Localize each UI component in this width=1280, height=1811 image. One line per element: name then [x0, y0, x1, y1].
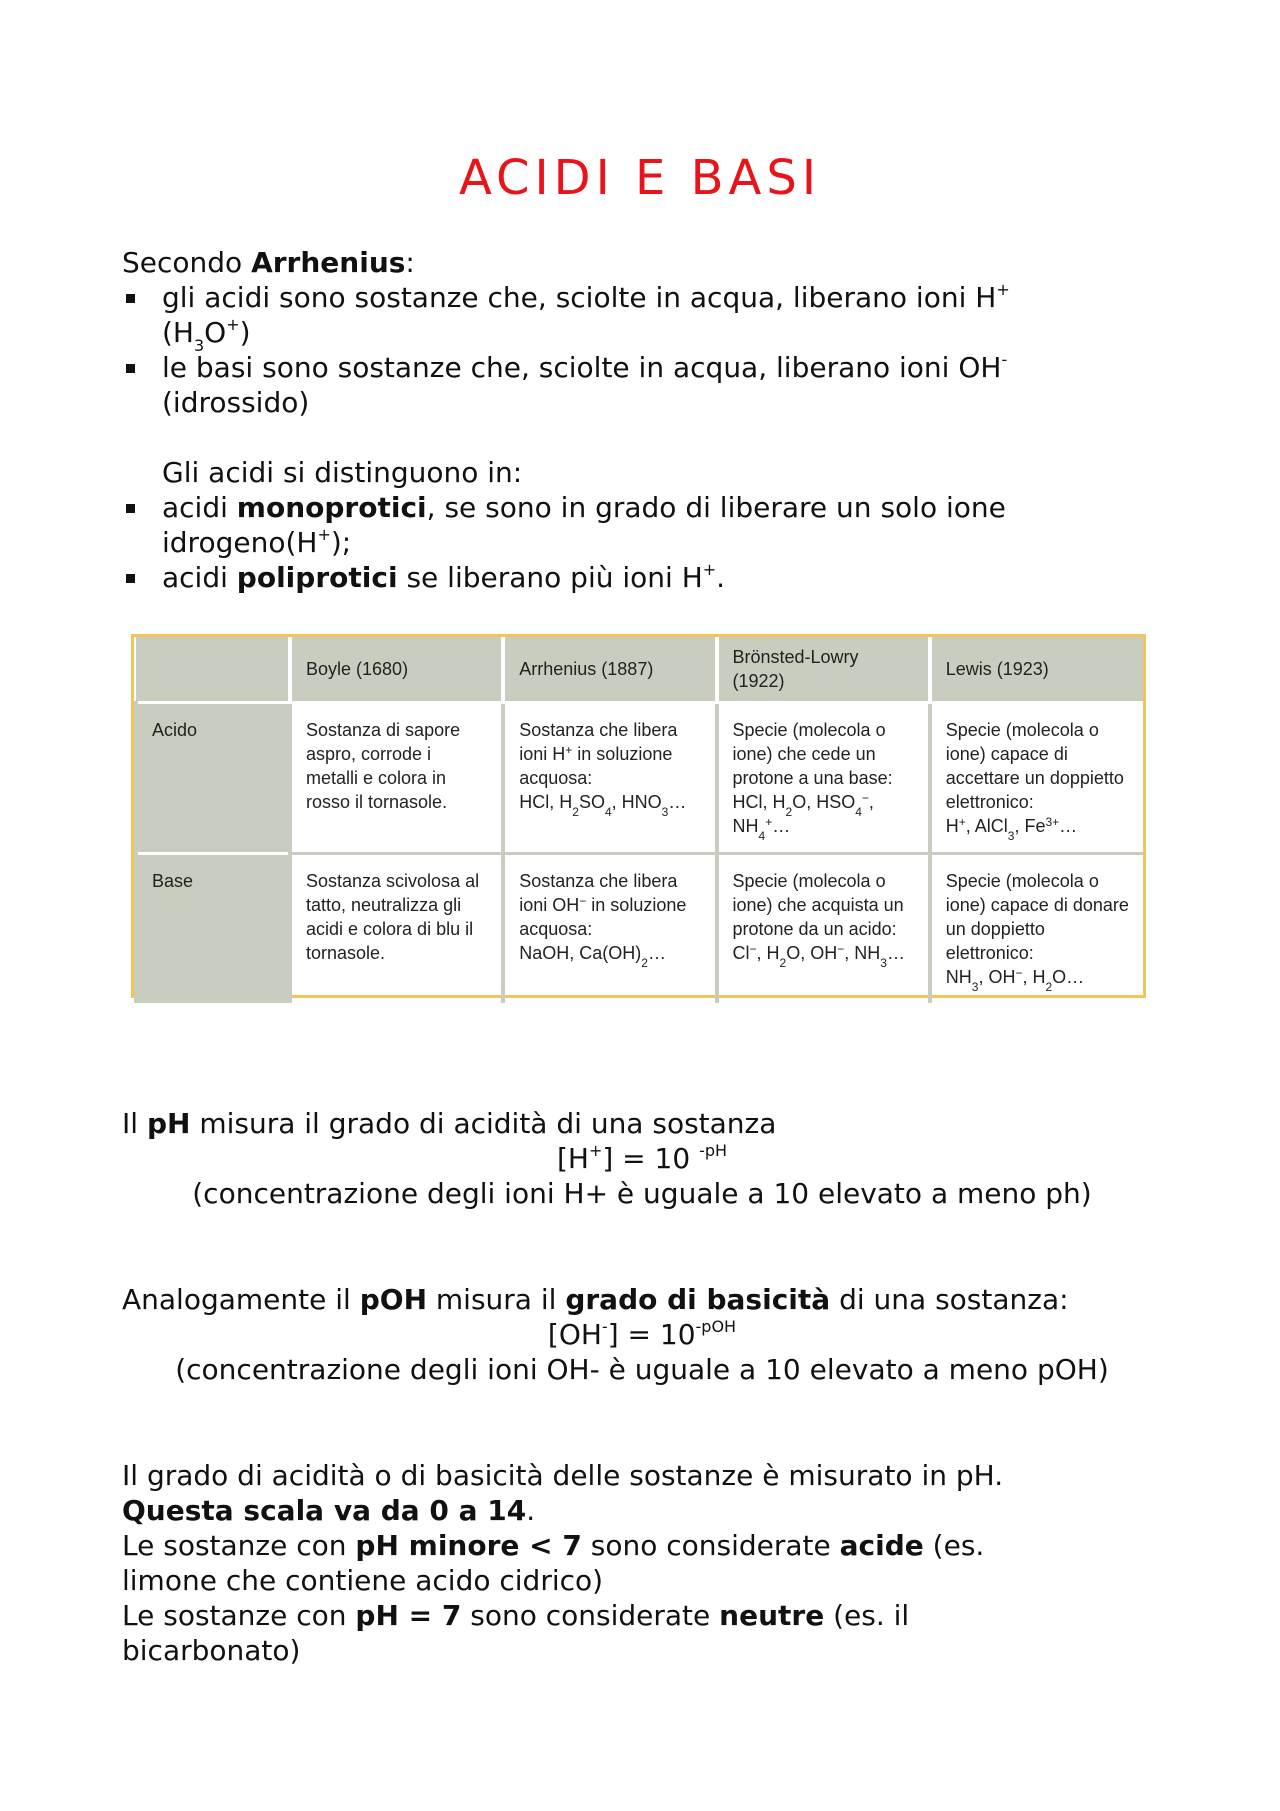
table-cell: Sostanza che libera ioni H+ in soluzione acquosa: HCl, $H_2SO_4$, $HNO_3\dots$	[503, 703, 716, 854]
ph-explanation: (concentrazione degli ioni H+ è uguale a 10 elevato a meno ph)	[192, 1177, 1092, 1210]
table-cell: Sostanza che libera ioni OH− in soluzione acquosa: NaOH, $Ca(OH)_2\dots$	[503, 854, 716, 1004]
column-header: Arrhenius (1887)	[503, 637, 716, 703]
list-item: le basi sono sostanze che, sciolte in acqua, liberano ioni OH- (idrossido)	[122, 350, 1162, 420]
table-header-row	[136, 637, 1143, 703]
neutral-substances: Le sostanze con pH = 7 sono considerate neutre (es. il	[122, 1599, 910, 1632]
acid-types-list	[122, 490, 1162, 595]
ph-formula: [H+] = 10 $^{-pH}$	[556, 1141, 728, 1175]
ph-section	[122, 1106, 1162, 1211]
ph-scale-section	[122, 1458, 1162, 1668]
acid-substances: Le sostanze con pH minore < 7 sono considerate acide (es.	[122, 1529, 985, 1562]
acid-types-intro: Gli acidi si distinguono in:	[162, 456, 523, 489]
ph-definition: Il pH misura il grado di acidità di una sostanza	[122, 1107, 777, 1140]
poh-section	[122, 1282, 1162, 1387]
table-cell: Specie (molecola o ione) che cede un protone a una base: HCl, $H_2O$, $HSO_4^-$, $NH_4^+\dots$	[717, 703, 930, 854]
poh-explanation: (concentrazione degli ioni OH- è uguale a 10 elevato a meno pOH)	[175, 1353, 1109, 1386]
column-header: Brönsted-Lowry (1922)	[717, 637, 930, 703]
table-row	[136, 703, 1143, 854]
arrhenius-list	[122, 280, 1162, 420]
column-header: Boyle (1680)	[290, 637, 503, 703]
table-cell: Specie (molecola o ione) che acquista un protone da un acido: Cl−, $H_2O$, OH−, $NH_3\dots$	[717, 854, 930, 1004]
table-corner	[136, 637, 290, 703]
list-item: acidi monoprotici, se sono in grado di liberare un solo ione idrogeno(H+);	[122, 490, 1162, 560]
poh-definition: Analogamente il pOH misura il grado di basicità di una sostanza:	[122, 1283, 1069, 1316]
neutral-example: bicarbonato)	[122, 1634, 301, 1667]
row-header: Acido	[136, 703, 290, 854]
table-cell: Sostanza di sapore aspro, corrode i metalli e colora in rosso il tornasole.	[290, 703, 503, 854]
acid-base-theories-table	[131, 634, 1146, 998]
arrhenius-intro: Secondo Arrhenius:	[122, 246, 415, 279]
column-header: Lewis (1923)	[930, 637, 1143, 703]
table-row	[136, 854, 1143, 1004]
list-item: gli acidi sono sostanze che, sciolte in acqua, liberano ioni H+ $(H_3O^+)$	[122, 280, 1162, 350]
table-cell: Specie (molecola o ione) capace di accettare un doppietto elettronico: H+, AlCl$_3$, $Fe^{3+}\dots$	[930, 703, 1143, 854]
scale-range: Questa scala va da 0 a 14.	[122, 1494, 536, 1527]
list-item: acidi poliprotici se liberano più ioni H+.	[122, 560, 1162, 595]
acid-example: limone che contiene acido cidrico)	[122, 1564, 604, 1597]
scale-intro: Il grado di acidità o di basicità delle sostanze è misurato in pH.	[122, 1459, 1004, 1492]
table-cell: Sostanza scivolosa al tatto, neutralizza gli acidi e colora di blu il tornasole.	[290, 854, 503, 1004]
poh-formula: $[OH^-] = 10^{-pOH}$	[547, 1317, 737, 1351]
arrhenius-section	[122, 245, 1162, 595]
row-header: Base	[136, 854, 290, 1004]
page-title: ACIDI E BASI	[458, 150, 821, 206]
table-cell: Specie (molecola o ione) capace di donare un doppietto elettronico: $NH_3$, OH−, $H_2O\dots$	[930, 854, 1143, 1004]
